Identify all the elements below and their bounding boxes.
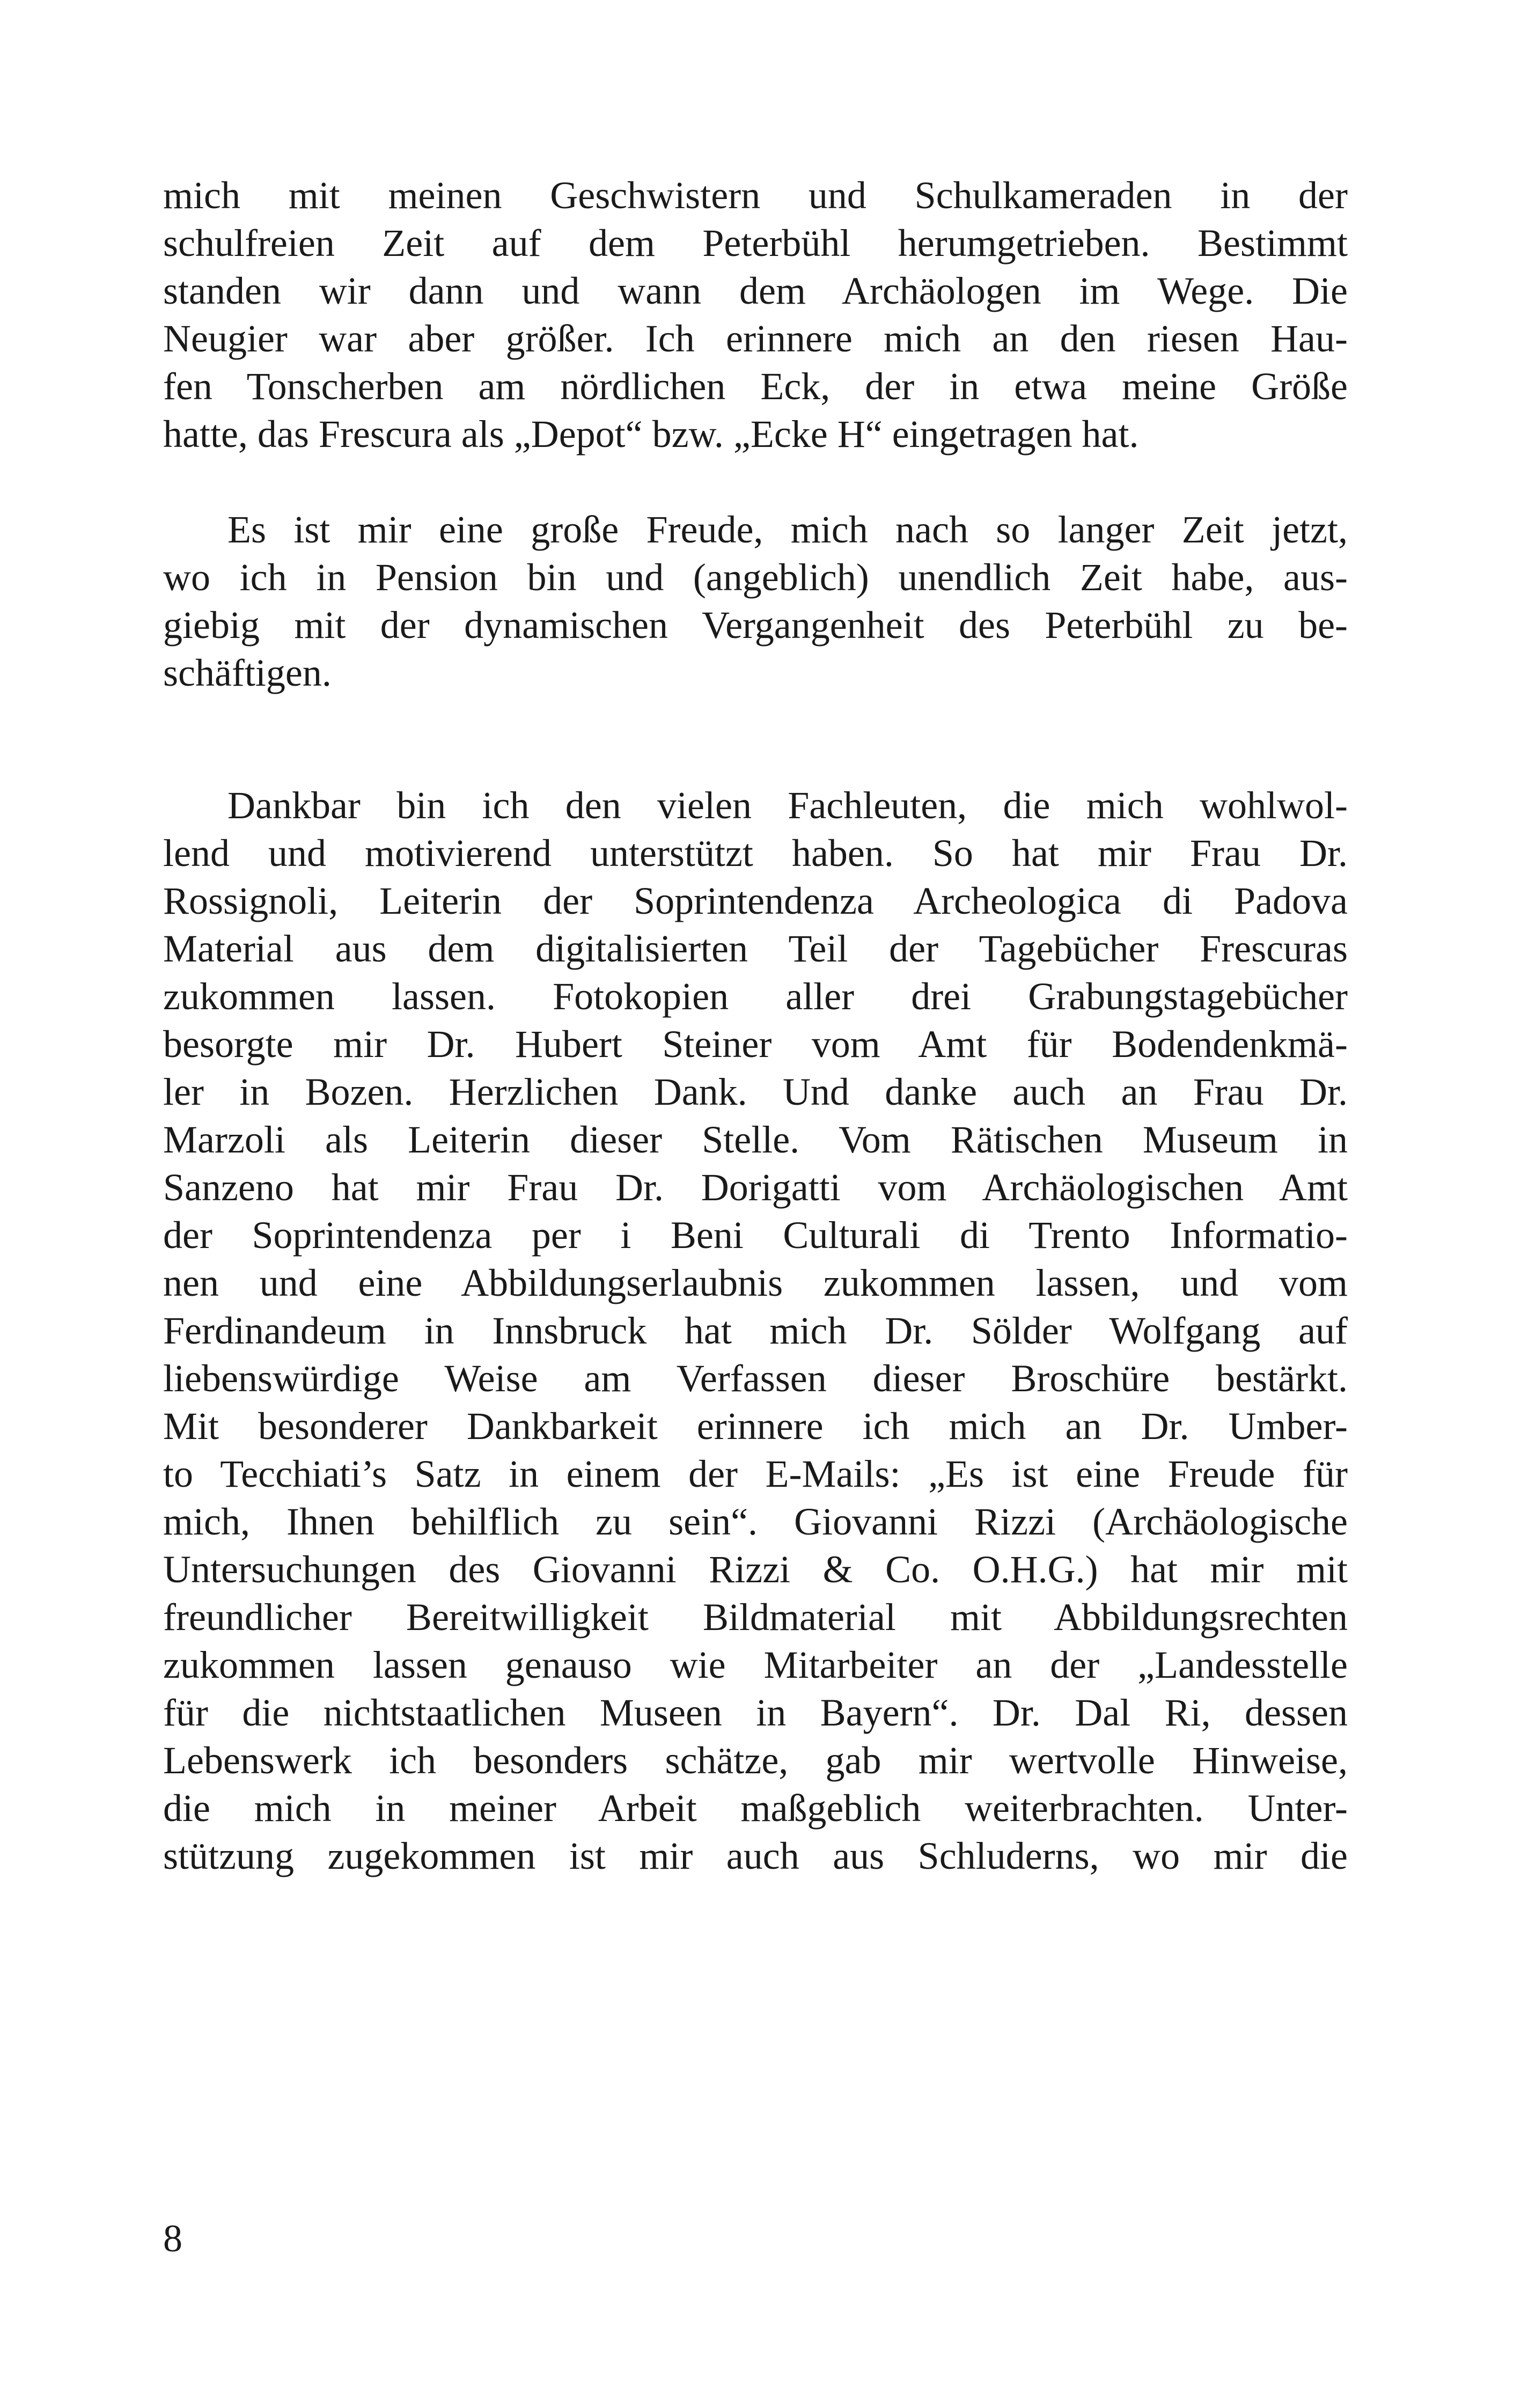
paragraph-3 [163,782,1348,1880]
text-line: Dankbar bin ich den vielen Fachleuten, die mich wohlwol- [227,784,1348,827]
text-line: Lebenswerk ich besonders schätze, gab mir wertvolle Hinweise, [163,1739,1348,1782]
text-line: mich mit meinen Geschwistern und Schulkameraden in der [163,174,1348,217]
paragraph-1 [163,172,1348,458]
text-line: für die nichtstaatlichen Museen in Bayern“. Dr. Dal Ri, dessen [163,1691,1348,1734]
text-line: liebenswürdige Weise am Verfassen dieser Broschüre bestärkt. [163,1357,1348,1400]
text-line: Ferdinandeum in Innsbruck hat mich Dr. Sölder Wolfgang auf [163,1309,1348,1352]
text-line: die mich in meiner Arbeit maßgeblich weiterbrachten. Unter- [163,1787,1348,1830]
text-line: mich, Ihnen behilflich zu sein“. Giovanni Rizzi (Archäologische [163,1500,1348,1543]
text-line: stützung zugekommen ist mir auch aus Schluderns, wo mir die [163,1834,1348,1877]
text-line: schulfreien Zeit auf dem Peterbühl herumgetrieben. Bestimmt [163,222,1348,265]
text-line: Neugier war aber größer. Ich erinnere mich an den riesen Hau- [163,317,1348,360]
text-line: schäftigen. [163,651,332,694]
text-line: Es ist mir eine große Freude, mich nach so langer Zeit jetzt, [227,508,1348,551]
text-line: Mit besonderer Dankbarkeit erinnere ich mich an Dr. Umber- [163,1405,1348,1448]
paragraph-2 [163,506,1348,697]
text-line: wo ich in Pension bin und (angeblich) unendlich Zeit habe, aus- [163,556,1348,599]
text-line: freundlicher Bereitwilligkeit Bildmaterial mit Abbildungsrechten [163,1596,1348,1639]
text-line: der Soprintendenza per i Beni Culturali di Trento Informatio- [163,1214,1348,1257]
page-number: 8 [163,2217,182,2260]
text-line: Untersuchungen des Giovanni Rizzi & Co. O.H.G.) hat mir mit [163,1548,1348,1591]
text-line: ler in Bozen. Herzlichen Dank. Und danke auch an Frau Dr. [163,1070,1348,1113]
text-line: nen und eine Abbildungserlaubnis zukommen lassen, und vom [163,1261,1348,1304]
text-line: Sanzeno hat mir Frau Dr. Dorigatti vom Archäologischen Amt [163,1166,1348,1209]
text-line: zukommen lassen. Fotokopien aller drei Grabungstagebücher [163,975,1348,1018]
text-line: standen wir dann und wann dem Archäologen im Wege. Die [163,269,1348,312]
text-line: lend und motivierend unterstützt haben. So hat mir Frau Dr. [163,832,1348,875]
text-line: giebig mit der dynamischen Vergangenheit des Peterbühl zu be- [163,604,1348,647]
text-line: to Tecchiati’s Satz in einem der E-Mails: „Es ist eine Freude für [163,1452,1348,1495]
text-line: fen Tonscherben am nördlichen Eck, der in etwa meine Größe [163,365,1348,408]
text-line: Material aus dem digitalisierten Teil der Tagebücher Frescuras [163,927,1348,970]
text-line: hatte, das Frescura als „Depot“ bzw. „Ecke H“ eingetragen hat. [163,413,1139,456]
text-line: zukommen lassen genauso wie Mitarbeiter an der „Landesstelle [163,1643,1348,1686]
text-line: Rossignoli, Leiterin der Soprintendenza Archeologica di Padova [163,879,1348,922]
text-line: Marzoli als Leiterin dieser Stelle. Vom Rätischen Museum in [163,1118,1348,1161]
text-line: besorgte mir Dr. Hubert Steiner vom Amt für Bodendenkmä- [163,1023,1348,1066]
